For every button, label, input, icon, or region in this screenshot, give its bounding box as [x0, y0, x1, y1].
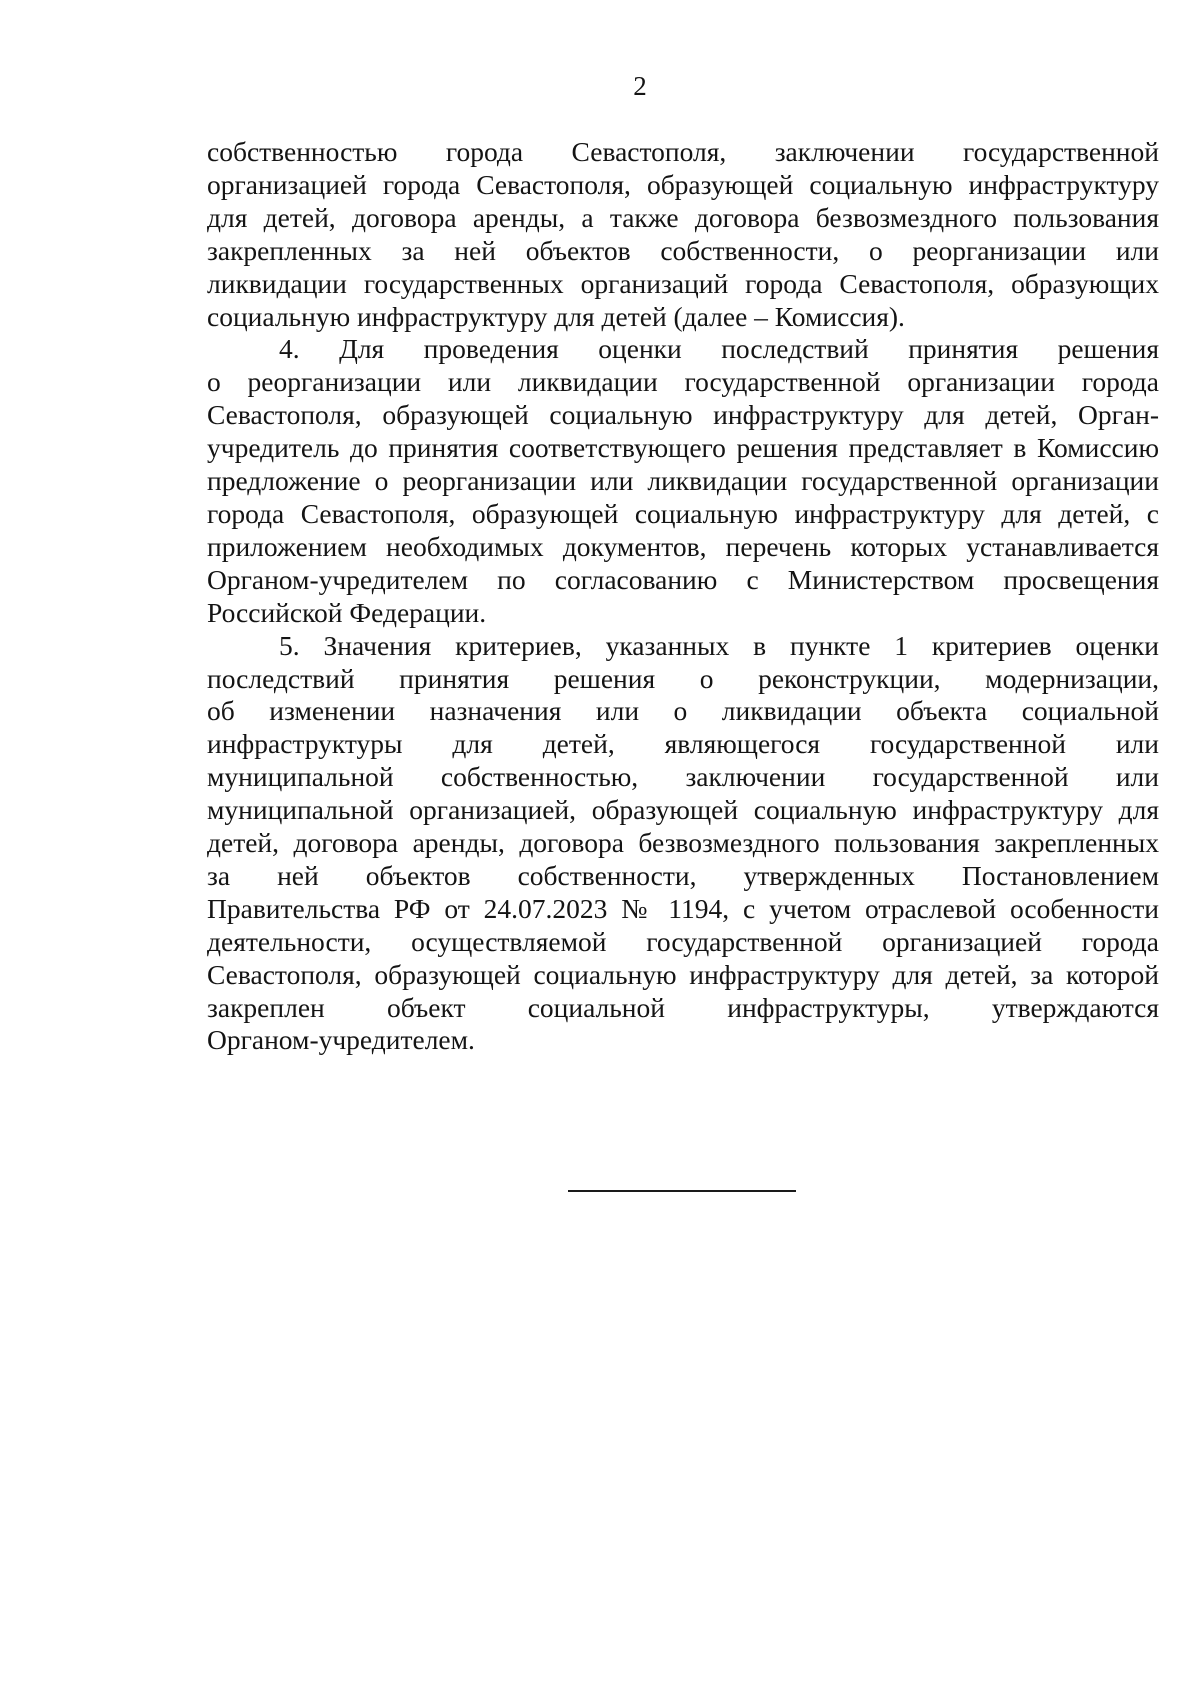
- text-line: учредитель до принятия соответствующего решения представляет в Комиссию: [207, 432, 1159, 464]
- text-line: детей, договора аренды, договора безвозмездного пользования закрепленных: [207, 827, 1159, 859]
- text-line: социальную инфраструктуру для детей (далее – Комиссия).: [207, 300, 905, 332]
- paragraph-item-5: [207, 630, 1159, 1058]
- text-line: 5. Значения критериев, указанных в пункте 1 критериев оценки: [279, 629, 1159, 661]
- text-line: приложением необходимых документов, перечень которых устанавливается: [207, 530, 1159, 562]
- text-line: муниципальной собственностью, заключении государственной или: [207, 761, 1159, 793]
- text-line: за ней объектов собственности, утвержденных Постановлением: [207, 859, 1159, 891]
- text-line: о реорганизации или ликвидации государственной организации города: [207, 366, 1159, 398]
- text-line: ликвидации государственных организаций города Севастополя, образующих: [207, 267, 1159, 299]
- end-of-document-rule: [568, 1190, 796, 1192]
- text-line: последствий принятия решения о реконструкции, модернизации,: [207, 662, 1159, 694]
- text-line: Правительства РФ от 24.07.2023 № 1194, с учетом отраслевой особенности: [207, 892, 1159, 924]
- text-line: Севастополя, образующей социальную инфраструктуру для детей, за которой: [207, 958, 1159, 990]
- text-line: Российской Федерации.: [207, 596, 487, 628]
- text-line: закреплен объект социальной инфраструктуры, утверждаются: [207, 991, 1159, 1023]
- text-line: Органом-учредителем по согласованию с Министерством просвещения: [207, 563, 1159, 595]
- document-body: [207, 136, 1159, 1057]
- text-line: муниципальной организацией, образующей социальную инфраструктуру для: [207, 794, 1159, 826]
- text-line: собственностью города Севастополя, заключении государственной: [207, 136, 1159, 167]
- page-number: 2: [633, 71, 647, 101]
- text-line: инфраструктуры для детей, являющегося государственной или: [207, 728, 1159, 760]
- text-line: города Севастополя, образующей социальную инфраструктуру для детей, с: [207, 497, 1159, 529]
- text-line: об изменении назначения или о ликвидации объекта социальной: [207, 695, 1159, 727]
- text-line: 4. Для проведения оценки последствий принятия решения: [279, 333, 1159, 365]
- text-line: для детей, договора аренды, а также договора безвозмездного пользования: [207, 201, 1159, 233]
- text-line: организацией города Севастополя, образующей социальную инфраструктуру: [207, 168, 1159, 200]
- paragraph-continuation: [207, 136, 1159, 333]
- text-line: деятельности, осуществляемой государственной организацией города: [207, 925, 1159, 957]
- text-line: Органом-учредителем.: [207, 1024, 475, 1056]
- text-line: Севастополя, образующей социальную инфраструктуру для детей, Орган-: [207, 399, 1159, 431]
- text-line: предложение о реорганизации или ликвидации государственной организации: [207, 465, 1159, 497]
- paragraph-item-4: [207, 333, 1159, 629]
- text-line: закрепленных за ней объектов собственности, о реорганизации или: [207, 234, 1159, 266]
